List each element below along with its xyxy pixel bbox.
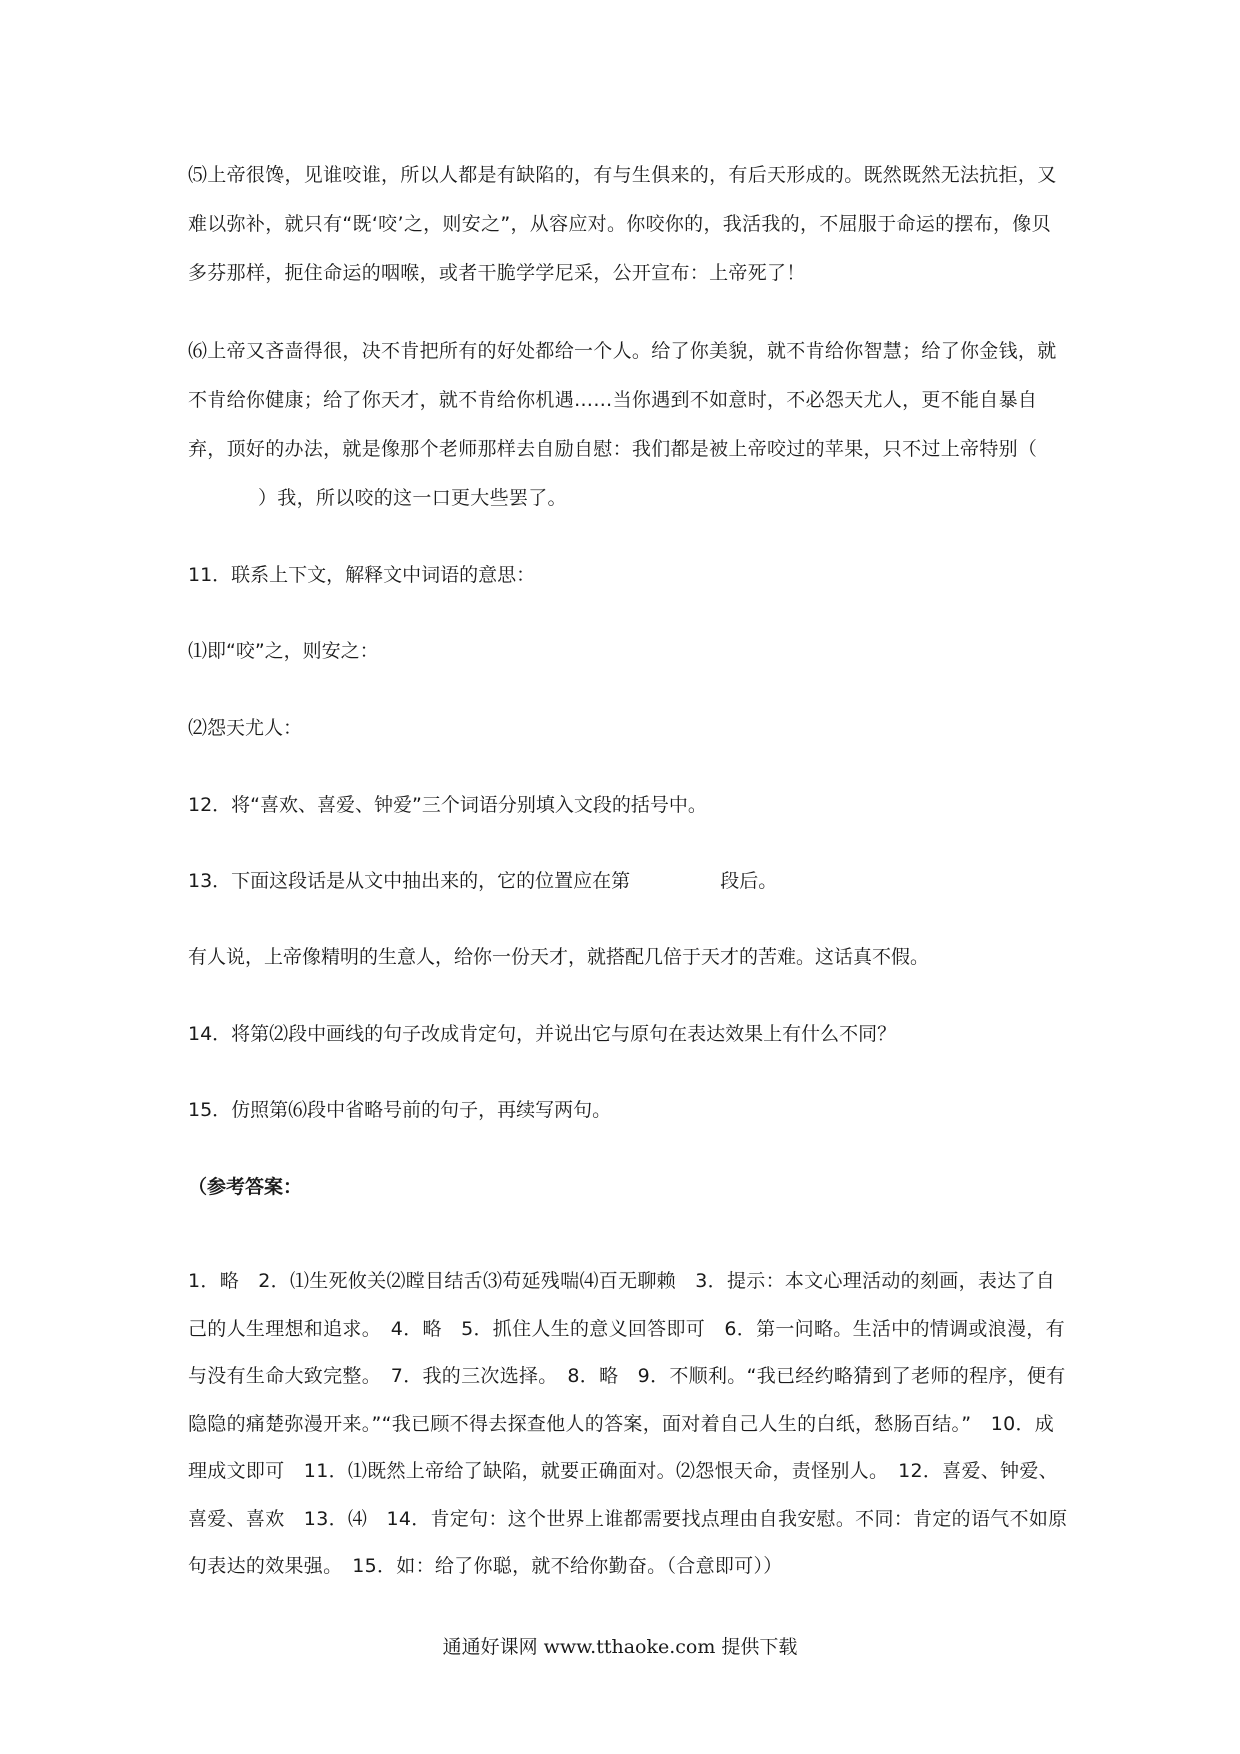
question-13-quote: 有人说，上帝像精明的生意人，给你一份天才，就搭配几倍于天才的苦难。这话真不假。 — [188, 946, 930, 968]
footer-site-name: 通通好课网 — [442, 1636, 538, 1658]
question-11-part-2: ⑵怨天尤人： — [188, 717, 303, 739]
paragraph-6-text-end: ）我，所以咬的这一口更大些罢了。 — [258, 487, 567, 509]
question-13 — [188, 866, 777, 893]
question-11-part-1: ⑴即“咬”之，则安之： — [188, 640, 379, 662]
question-11: 11．联系上下文，解释文中词语的意思： — [188, 564, 536, 586]
question-14: 14．将第⑵段中画线的句子改成肯定句，并说出它与原句在表达效果上有什么不同？ — [188, 1023, 897, 1045]
question-12: 12．将“喜欢、喜爱、钟爱”三个词语分别填入文段的括号中。 — [188, 794, 707, 816]
passage-paragraph-6 — [188, 327, 1068, 523]
question-13-text: 13．下面这段话是从文中抽出来的，它的位置应在第 — [188, 870, 631, 892]
passage-paragraph-5: ⑸上帝很馋，见谁咬谁，所以人都是有缺陷的，有与生俱来的，有后天形成的。既然既然无法抗拒，又难以弥补，就只有“既‘咬’之，则安之”，从容应对。你咬你的，我活我的，不屈服于命运的摆布，像贝多芬那样，扼住命运的咽喉，或者干脆学学尼采，公开宣布：上帝死了！ — [188, 164, 1057, 284]
answers-body: 1．略 2．⑴生死攸关⑵瞠目结舌⑶苟延残喘⑷百无聊赖 3．提示：本文心理活动的刻画，表达了自己的人生理想和追求。 4．略 5．抓住人生的意义回答即可 6．第一问略。生活中的情调或浪漫，有与没有生命大致完整。 7．我的三次选择。 8．略 9．不顺利。“我已经约略猜到了老师的程序，便有隐隐的痛楚弥漫开来。”“我已顾不得去探查他人的答案，面对着自己人生的白纸，愁肠百结。” 10．成理成文即可 11．⑴既然上帝给了缺陷，就要正确面对。⑵怨恨天命，责怪别人。 12．喜爱、钟爱、喜爱、喜欢 13．⑷ 14．肯定句：这个世界上谁都需要找点理由自我安慰。不同：肯定的语气不如原句表达的效果强。 15．如：给了你聪，就不给你勤奋。（合意即可）） — [188, 1270, 1068, 1577]
footer-suffix: 提供下载 — [721, 1636, 798, 1658]
question-15: 15．仿照第⑹段中省略号前的句子，再续写两句。 — [188, 1099, 612, 1121]
question-13-text-end: 段后。 — [720, 870, 778, 892]
answers-heading: （参考答案： — [188, 1176, 303, 1198]
footer-url[interactable]: www.tthaoke.com — [543, 1636, 716, 1658]
page-footer — [0, 1632, 1240, 1659]
paragraph-6-text: ⑹上帝又吝啬得很，决不肯把所有的好处都给一个人。给了你美貌，就不肯给你智慧；给了你金钱，就不肯给你健康；给了你天才，就不肯给你机遇……当你遇到不如意时，不必怨天尤人，更不能自暴自弃，顶好的办法，就是像那个老师那样去自励自慰：我们都是被上帝咬过的苹果，只不过上帝特别（ — [188, 340, 1057, 460]
